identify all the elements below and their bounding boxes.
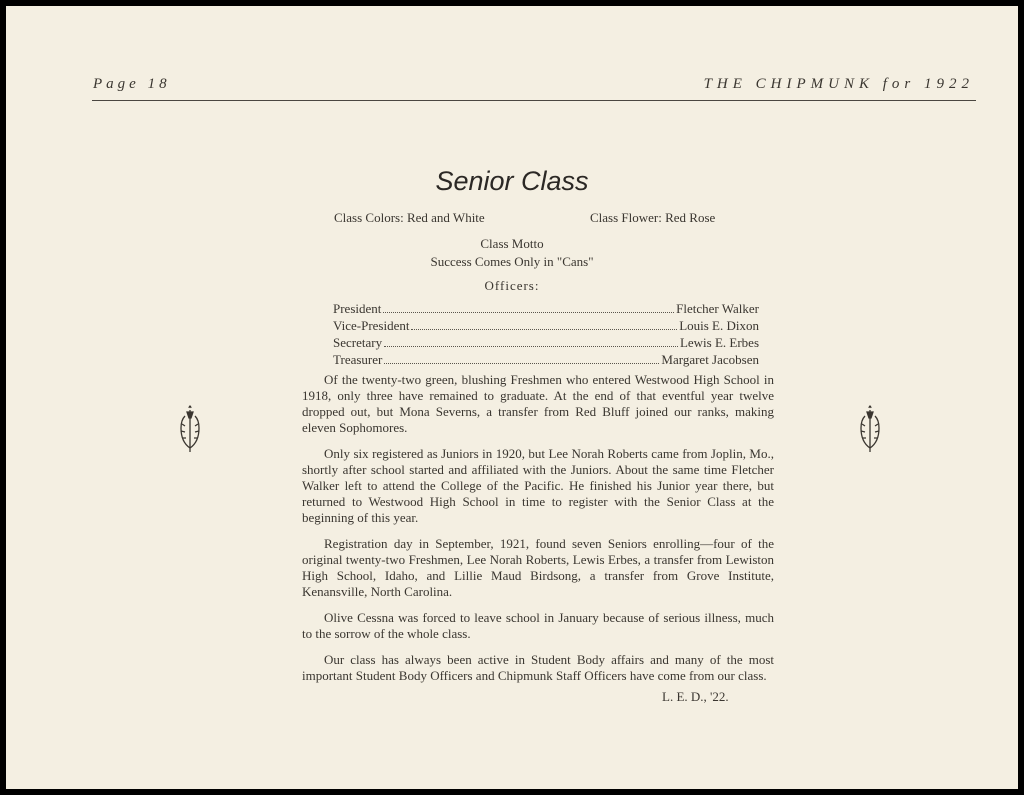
class-history (302, 372, 774, 694)
class-colors: Class Colors: Red and White (334, 210, 485, 225)
officer-row (333, 335, 759, 351)
officer-row (333, 352, 759, 368)
paragraph: Of the twenty-two green, blushing Freshmen who entered Westwood High School in 1918, only three have remained to graduate. At the end of that eventful year twelve dropped out, but Mona Severns, a transfer from Red Bluff joined our ranks, making eleven Sophomores. (302, 372, 774, 435)
torch-laurel-icon (178, 404, 202, 454)
officer-role: Vice-President (333, 318, 410, 333)
yearbook-page (6, 6, 1018, 789)
publication-title: THE CHIPMUNK for 1922 (703, 76, 974, 92)
leader-dots (383, 312, 674, 313)
officer-role: Secretary (333, 335, 383, 350)
paragraph: Registration day in September, 1921, found seven Seniors enrolling—four of the original twenty-two Freshmen, Lee Norah Roberts, Lewis Erbes, a transfer from Lewiston High School, Idaho, and Lillie Maud Birdsong, a transfer from Grove Institute, Kenansville, North Carolina. (302, 536, 774, 599)
officers-heading: Officers: (484, 278, 540, 293)
class-flower: Class Flower: Red Rose (590, 210, 716, 225)
page-number: Page 18 (93, 76, 171, 92)
officer-name: Lewis E. Erbes (679, 335, 759, 350)
page-title: Senior Class (435, 166, 589, 196)
header-rule (92, 100, 976, 101)
officer-row (333, 318, 759, 334)
officer-name: Fletcher Walker (676, 301, 759, 316)
author-signature: L. E. D., '22. (662, 689, 729, 704)
leader-dots (384, 346, 678, 347)
paragraph: Only six registered as Juniors in 1920, but Lee Norah Roberts came from Joplin, Mo., shortly after school started and affiliated with the Juniors. About the same time Fletcher Walker left to attend the College of the Pacific. He finished his Junior year there, but returned to Westwood High School in time to register with the Senior Class at the beginning of this year. (302, 446, 774, 525)
leader-dots (411, 329, 677, 330)
paragraph: Our class has always been active in Student Body affairs and many of the most important Student Body Officers and Chipmunk Staff Officers have come from our class. (302, 652, 774, 683)
leader-dots (384, 363, 659, 364)
officer-role: President (333, 301, 382, 316)
motto-label: Class Motto (480, 236, 544, 251)
class-motto: Success Comes Only in "Cans" (430, 254, 594, 269)
paragraph: Olive Cessna was forced to leave school in January because of serious illness, much to the sorrow of the whole class. (302, 610, 774, 641)
officer-name: Louis E. Dixon (679, 318, 759, 333)
officer-row (333, 301, 759, 317)
officer-name: Margaret Jacobsen (661, 352, 759, 367)
officer-role: Treasurer (333, 352, 383, 367)
torch-laurel-icon (858, 404, 882, 454)
